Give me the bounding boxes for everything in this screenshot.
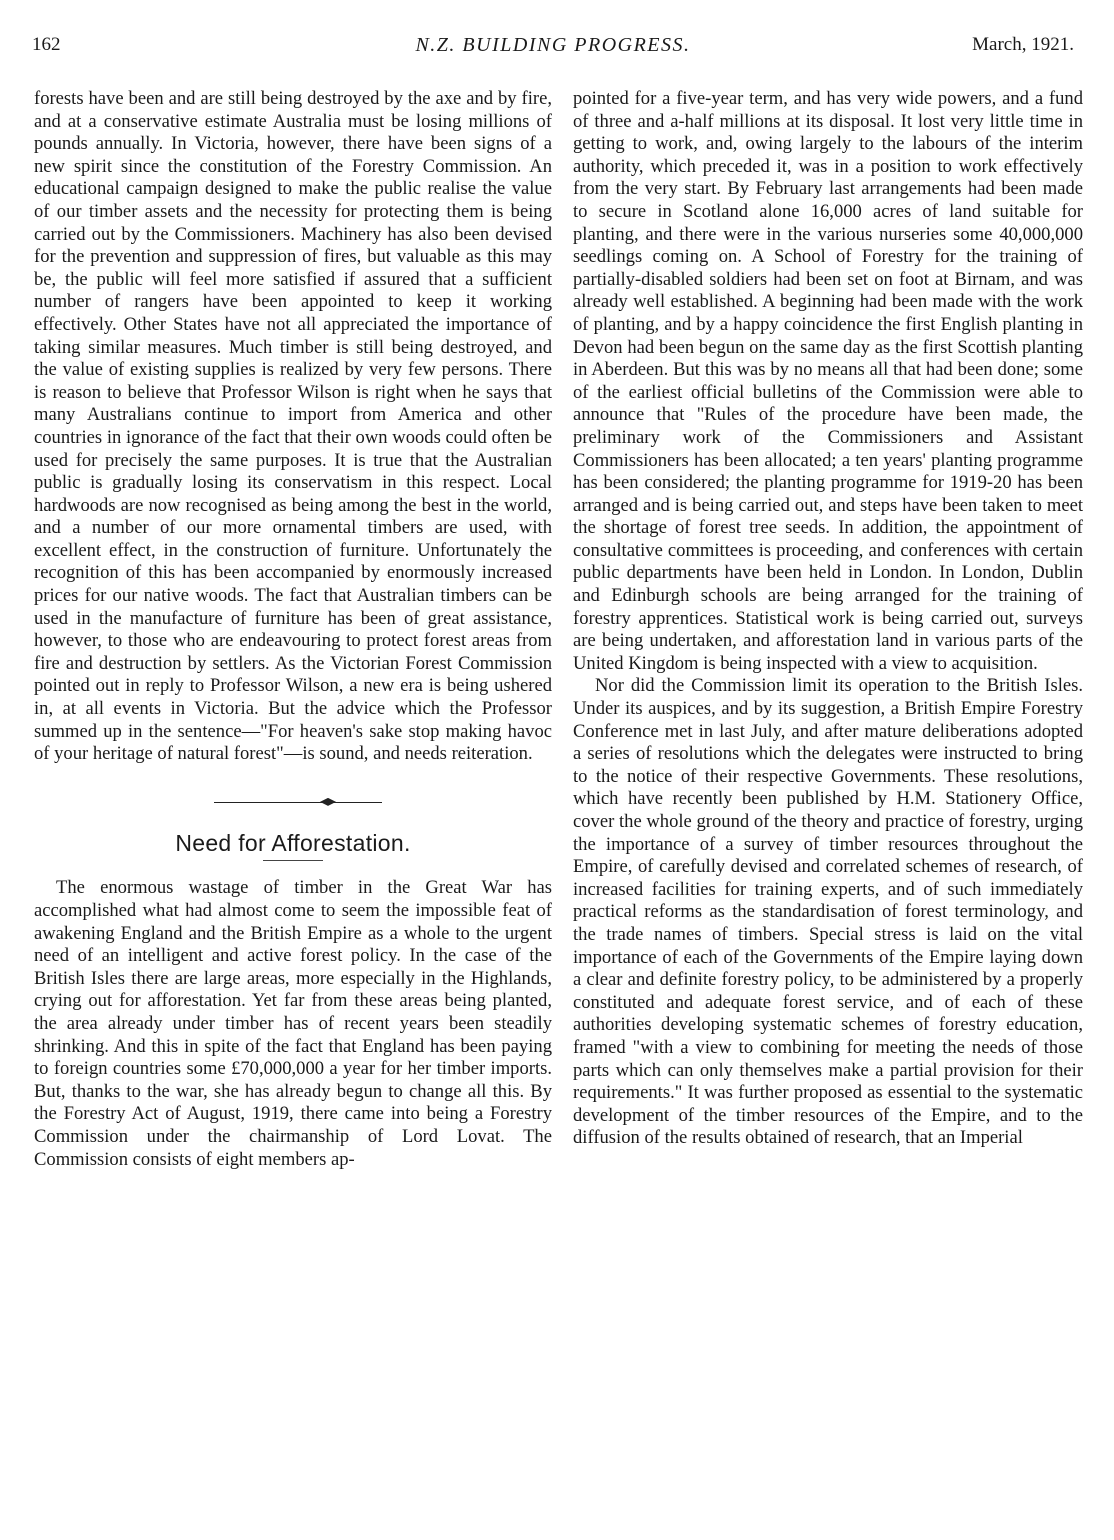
article-paragraph: forests have been and are still being destroyed by the axe and by fire, and at a conservative estimate Australia must be losing millions of pounds annually. In Victoria, however, there have been signs of a new spirit since the constitution of the Forestry Commission. An educational campaign designed to make the public realise the value of our timber assets and the necessity for protecting them is being carried out by the Commissioners. Machinery has also been devised for the prevention and suppression of fires, but valuable as this may be, the public will feel more satisfied if assured that a sufficient number of rangers have been appointed to keep it working effectively. Other States have not all appreciated the importance of taking similar measures. Much timber is still being destroyed, and the value of existing supplies is realized by very few persons. There is reason to believe that Professor Wilson is right when he says that many Australians continue to import from America and other countries in ignorance of the fact that their own woods could often be used for precisely the same purposes. It is true that the Australian public is gradually losing its conservatism in this respect. Local hardwoods are now recognised as being among the best in the world, and a number of our more ornamental timbers are used, with excellent effect, in the construction of furniture. Unfortunately the recognition of this has been accompanied by enormously increased prices for our native woods. The fact that Australian timbers can be used in the manufacture of furniture has been of great assistance, however, to those who are endeavouring to protect forest areas from fire and destruction by settlers. As the Victorian Forest Commission pointed out in reply to Professor Wilson, a new era is being ushered in, at all events in Victoria. But the advice which the Professor summed up in the sentence—"For heaven's sake stop making havoc of your heritage of natural forest"—is sound, and needs reiteration. [34,88,552,765]
page-number: 162 [32,34,61,55]
page-header [32,34,1074,64]
right-column [573,88,1083,1150]
section-title: Need for Afforestation. [175,829,411,856]
article-paragraph: The enormous wastage of timber in the Great War has accomplished what had almost come to seem the impossible feat of awakening England and the British Empire as a whole to the urgent need of an intelligent and active forest policy. In the case of the British Isles there are large areas, more especially in the Highlands, crying out for afforestation. Yet far from these areas being planted, the area already under timber has of recent years been steadily shrinking. And this in spite of the fact that England has been paying to foreign countries some £70,000,000 a year for her timber imports. But, thanks to the war, she has already begun to change all this. By the Forestry Act of August, 1919, there came into being a Forestry Commission under the chairmanship of Lord Lovat. The Commission consists of eight members ap- [34,877,552,1170]
article-paragraph: Nor did the Commission limit its operation to the British Isles. Under its auspices, and by its suggestion, a British Empire Forestry Conference met in last July, and after mature deliberations adopted a series of resolutions which the delegates were instructed to bring to the notice of their respective Governments. These resolutions, which have recently been published by H.M. Stationery Office, cover the whole ground of the theory and practice of forestry, urging the importance of a survey of timber resources throughout the Empire, of carefully devised and correlated schemes of research, of increased facilities for training experts, and of such immediately practical reforms as the standardisation of forest terminology, and the trade names of timbers. Special stress is laid on the vital importance of each of the Governments of the Empire laying down a clear and definite forestry policy, to be administered by a properly constituted and adequate forest service, and of each of these authorities developing systematic schemes of forestry education, framed "with a view to combining for meeting the needs of those parts which can only themselves make a partial provision for their requirements." It was further proposed as essential to the systematic development of the timber resources of the Empire, and to the diffusion of the results obtained of research, that an Imperial [573,675,1083,1149]
left-column [34,88,552,1171]
article-paragraph: pointed for a five-year term, and has very wide powers, and a fund of three and a-half millions at its disposal. It lost very little time in getting to work, and, owing largely to the labours of the interim authority, which preceded it, was in a position to work effectively from the very start. By February last arrangements had been made to secure in Scotland alone 16,000 acres of land suitable for planting, and there were in the various nurseries some 40,000,000 seedlings coming on. A School of Forestry for the training of partially-disabled soldiers had been set on foot at Birnam, and was already well established. A beginning had been made with the work of planting, and by a happy coincidence the first English planting in Devon had been begun on the same day as the first Scottish planting in Aberdeen. But this was by no means all that had been done; some of the earliest official bulletins of the Commission were able to announce that "Rules of the procedure have been made, the preliminary work of the Commissioners and Assistant Commissioners has been allocated; a ten years' planting programme has been considered; the planting programme for 1919-20 has been arranged and is being carried out, and steps have been taken to meet the shortage of forest tree seeds. In addition, the appointment of consultative committees is proceeding, and conferences with certain public departments have been held in London. In London, Dublin and Edinburgh schools are being arranged for the training of forestry apprentices. Statistical work is being carried out, surveys are being undertaken, and afforestation land in various parts of the United Kingdom is being inspected with a view to acquisition. [573,88,1083,674]
diamond-ornament-icon [320,798,336,806]
section-divider [34,792,552,812]
issue-date: March, 1921. [972,34,1074,55]
journal-title: N.Z. BUILDING PROGRESS. [415,34,691,56]
title-underline [263,860,323,861]
